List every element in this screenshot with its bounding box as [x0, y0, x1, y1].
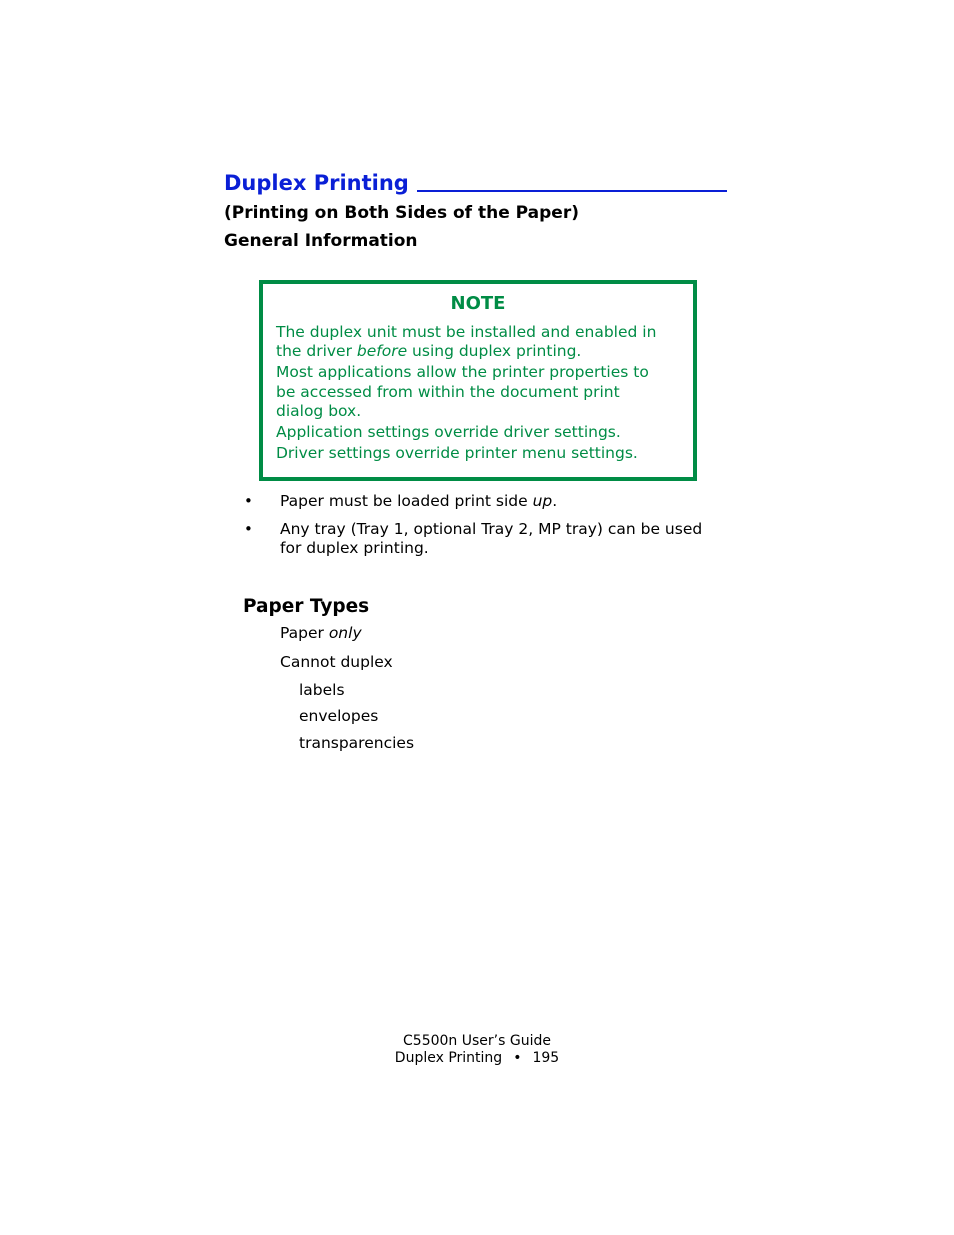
bullet-item-continuation: for duplex printing. — [280, 539, 429, 557]
section-heading-paper-types: Paper Types — [243, 596, 370, 617]
note-line: Most applications allow the printer properties to — [276, 363, 649, 381]
page-subtitle: (Printing on Both Sides of the Paper) — [224, 203, 579, 223]
page-title-row — [224, 168, 727, 198]
paper-emphasis: only — [328, 624, 362, 642]
note-line — [276, 342, 581, 361]
note-line: The duplex unit must be installed and enabled in — [276, 323, 657, 341]
paper-only-line — [280, 624, 362, 643]
page-number: 195 — [532, 1050, 560, 1066]
list-item: envelopes — [299, 707, 379, 725]
footer-page-info — [0, 1050, 954, 1067]
note-emphasis: before — [356, 342, 408, 360]
bullet-text: Paper must be loaded print side — [280, 492, 533, 510]
section-heading-general-information: General Information — [224, 231, 418, 251]
note-title: NOTE — [450, 293, 506, 314]
note-line: Application settings override driver settings. — [276, 423, 621, 441]
note-text: using duplex printing. — [407, 342, 582, 360]
bullet-text: . — [552, 492, 558, 510]
note-text: the driver — [276, 342, 357, 360]
bullet-emphasis: up — [532, 492, 553, 510]
bullet-item — [280, 492, 557, 511]
title-underline — [417, 190, 727, 192]
footer-section: Duplex Printing — [394, 1050, 503, 1066]
bullet-icon: • — [244, 520, 253, 538]
page-title: Duplex Printing — [224, 171, 409, 195]
footer-separator: • — [513, 1050, 522, 1066]
list-item: transparencies — [299, 734, 415, 752]
note-line: dialog box. — [276, 402, 362, 420]
paper-text: Paper — [280, 624, 329, 642]
note-box — [259, 280, 697, 481]
note-line: Driver settings override printer menu settings. — [276, 444, 638, 462]
list-item: labels — [299, 681, 345, 699]
note-line: be accessed from within the document print — [276, 383, 620, 401]
cannot-duplex-line: Cannot duplex — [280, 653, 393, 671]
footer-guide-title: C5500n User’s Guide — [403, 1033, 551, 1049]
bullet-item: Any tray (Tray 1, optional Tray 2, MP tray) can be used — [280, 520, 703, 538]
bullet-icon: • — [244, 492, 253, 510]
